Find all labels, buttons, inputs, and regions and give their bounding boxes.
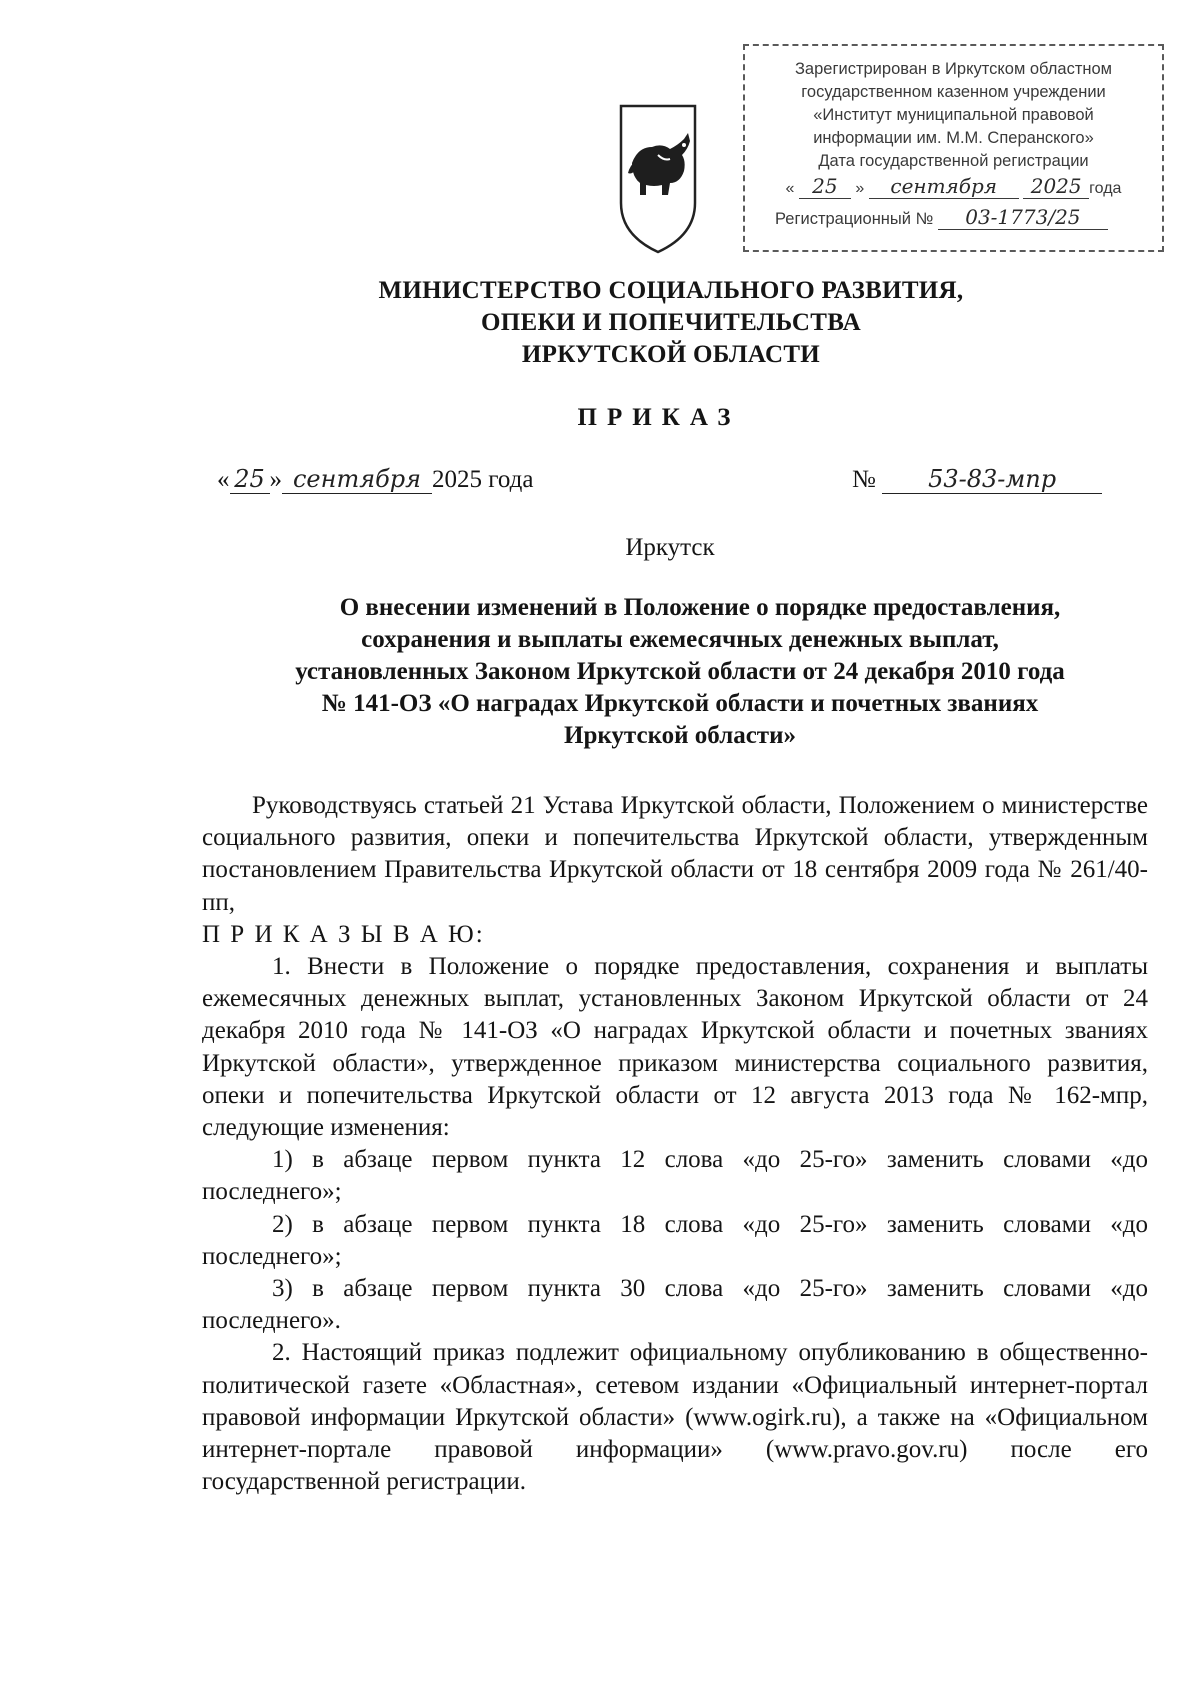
preamble-paragraph: Руководствуясь статьей 21 Устава Иркутской области, Положением о министерстве социального развития, опеки и попечительства Иркутской области, утвержденным постановлением Правительства Иркутской области от 18 сентября 2009 года № 261/40-пп,	[202, 792, 1148, 916]
stamp-date-month: сентября	[869, 175, 1019, 199]
document-type-title: ПРИКАЗ	[577, 404, 741, 431]
subject-line: № 141-ОЗ «О наградах Иркутской области и почетных званиях	[321, 690, 1039, 717]
subitem-paragraph: 1) в абзаце первом пункта 12 слова «до 25-го» заменить словами «до последнего»;	[202, 1146, 1148, 1206]
subject-line: установленных Законом Иркутской области от 24 декабря 2010 года	[295, 658, 1065, 685]
order-number-value: 53-83-мпр	[882, 465, 1102, 494]
stamp-reg-label: Регистрационный №	[775, 210, 934, 228]
registration-stamp	[743, 44, 1164, 252]
stamp-line: информации им. М.М. Сперанского»	[813, 129, 1094, 147]
subject-line: О внесении изменений в Положение о порядке предоставления,	[339, 594, 1061, 621]
stamp-line: государственном казенном учреждении	[801, 83, 1106, 101]
stamp-registration	[745, 206, 1162, 231]
stamp-date	[745, 175, 1162, 200]
city: Иркутск	[625, 534, 715, 561]
order-date	[217, 465, 533, 494]
stamp-line: Зарегистрирован в Иркутском областном	[794, 60, 1113, 78]
order-date-month: сентября	[282, 465, 432, 494]
stamp-date-suffix: года	[1089, 180, 1122, 197]
order-word: П Р И К А З Ы В А Ю:	[202, 920, 485, 948]
order-subject	[240, 592, 1120, 752]
subject-line: сохранения и выплаты ежемесячных денежных выплат,	[361, 626, 999, 653]
ministry-line: ОПЕКИ И ПОПЕЧИТЕЛЬСТВА	[481, 309, 861, 336]
stamp-date-open: «	[785, 180, 795, 197]
item-paragraph: 1. Внести в Положение о порядке предоставления, сохранения и выплаты ежемесячных денежных выплат, установленных Законом Иркутской области от 24 декабря 2010 года № 141-ОЗ «О наградах Иркутской области и почетных званиях Иркутской области», утвержденное приказом министерства социального развития, опеки и попечительства Иркутской области от 12 августа 2013 года № 162-мпр, следующие изменения:	[202, 953, 1148, 1142]
order-number	[852, 465, 1102, 494]
order-date-open: «	[217, 466, 230, 493]
order-date-year: 2025 года	[432, 466, 534, 493]
item-paragraph: 2. Настоящий приказ подлежит официальному опубликованию в общественно-политической газете «Областная», сетевом издании «Официальный интернет-портал правовой информации Иркутской области» (www.ogirk.ru), а также на «Официальном интернет-портале правовой информации» (www.pravo.gov.ru) после его государственной регистрации.	[202, 1339, 1148, 1496]
order-date-day: 25	[230, 465, 270, 494]
stamp-line: Дата государственной регистрации	[818, 152, 1089, 170]
stamp-date-close: »	[855, 180, 865, 197]
subitem-paragraph: 2) в абзаце первом пункта 18 слова «до 25-го» заменить словами «до последнего»;	[202, 1210, 1148, 1270]
stamp-date-year: 2025	[1023, 175, 1089, 199]
order-date-close: »	[269, 466, 282, 493]
coat-of-arms-icon	[618, 103, 698, 255]
ministry-line: ИРКУТСКОЙ ОБЛАСТИ	[521, 341, 821, 368]
order-body	[202, 790, 1148, 1498]
stamp-line: «Институт муниципальной правовой	[813, 106, 1094, 124]
stamp-date-day: 25	[799, 175, 851, 199]
subitem-paragraph: 3) в абзаце первом пункта 30 слова «до 25-го» заменить словами «до последнего».	[202, 1275, 1148, 1335]
stamp-reg-number: 03-1773/25	[938, 206, 1108, 230]
subject-line: Иркутской области»	[564, 722, 796, 749]
ministry-line: МИНИСТЕРСТВО СОЦИАЛЬНОГО РАЗВИТИЯ,	[378, 277, 964, 304]
ministry-name	[0, 275, 1200, 371]
order-number-label: №	[852, 466, 876, 493]
